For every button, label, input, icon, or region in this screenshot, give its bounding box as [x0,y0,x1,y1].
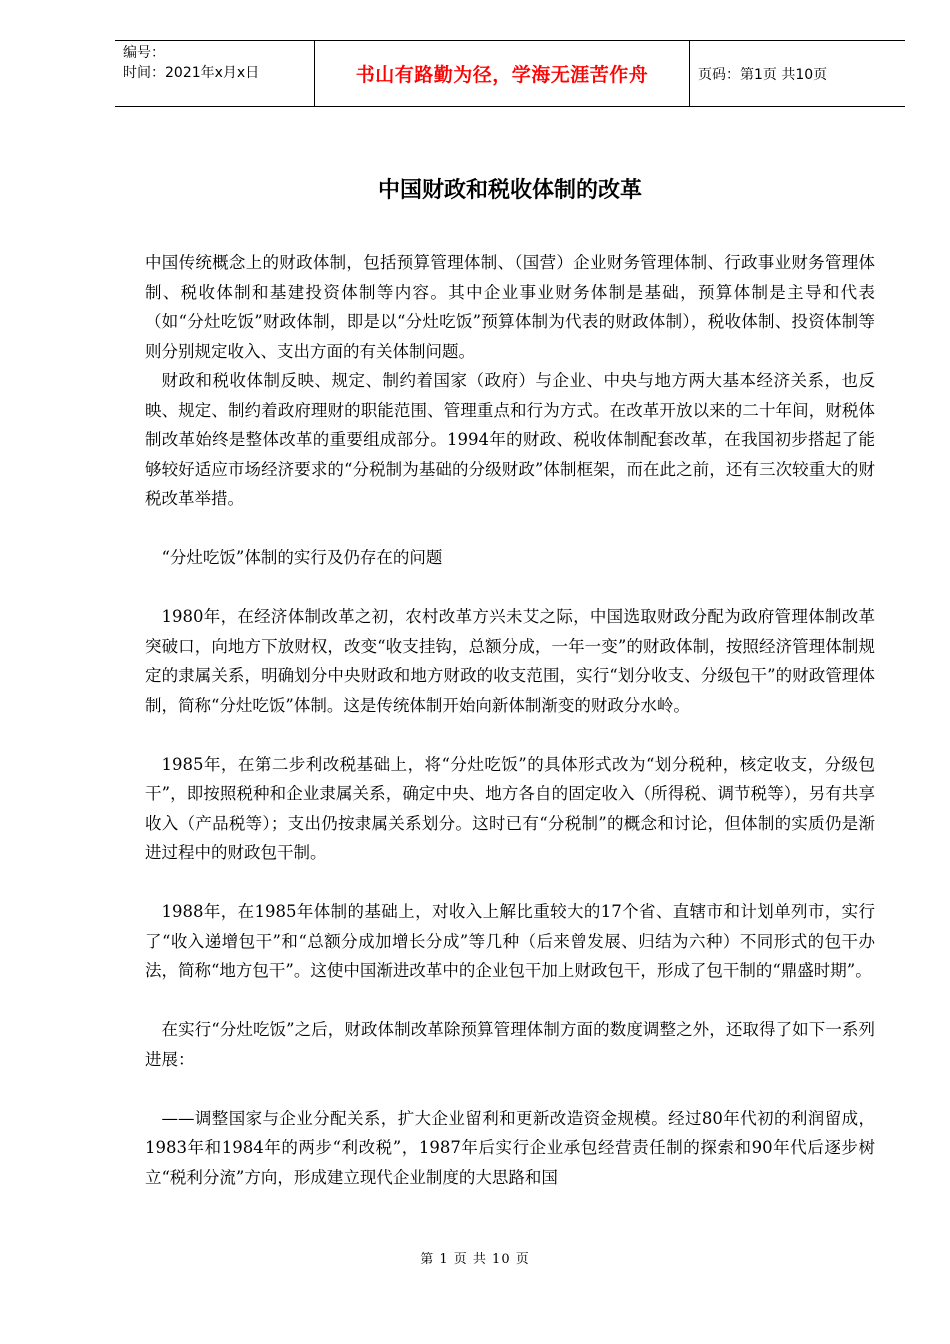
paragraph: 财政和税收体制反映、规定、制约着国家（政府）与企业、中央与地方两大基本经济关系，也反映、规定、制约着政府理财的职能范围、管理重点和行为方式。在改革开放以来的二十年间，财税体制改革始终是整体改革的重要组成部分。1994年的财政、税收体制配套改革，在我国初步搭起了能够较好适应市场经济要求的“分税制为基础的分级财政”体制框架，而在此之前，还有三次较重大的财税改革举措。 [145,371,875,508]
header-page-info: 页码：第1页 共10页 [698,66,828,83]
number-label: 编号： [123,45,165,61]
header-meta-cell [115,41,315,106]
paragraph: ——调整国家与企业分配关系，扩大企业留利和更新改造资金规模。经过80年代初的利润留成，1983年和1984年的两步“利改税”，1987年后实行企业承包经营责任制的探索和90年代后逐步树立“税利分流”方向，形成建立现代企业制度的大思路和国 [145,1108,875,1187]
paragraph: 在实行“分灶吃饭”之后，财政体制改革除预算管理体制方面的数度调整之外，还取得了如下一系列进展： [145,1020,875,1069]
document-title: 中国财政和税收体制的改革 [377,178,642,203]
paragraph: 中国传统概念上的财政体制，包括预算管理体制、（国营）企业财务管理体制、行政事业财务管理体制、税收体制和基建投资体制等内容。其中企业事业财务体制是基础，预算体制是主导和代表（如“分灶吃饭”财政体制，即是以“分灶吃饭”预算体制为代表的财政体制），税收体制、投资体制等则分别规定收入、支出方面的有关体制问题。 [145,253,875,361]
time-label: 时间：2021年x月x日 [123,65,260,81]
page-footer: 第 1 页 共 10 页 [420,1252,530,1267]
document-header [115,40,905,107]
document-body [145,248,875,1192]
header-motto: 书山有路勤为径，学海无涯苦作舟 [315,41,690,106]
paragraph: 1988年，在1985年体制的基础上，对收入上解比重较大的17个省、直辖市和计划单列市，实行了“收入递增包干”和“总额分成加增长分成”等几种（后来曾发展、归结为六种）不同形式的包干办法，简称“地方包干”。这使中国渐进改革中的企业包干加上财政包干，形成了包干制的“鼎盛时期”。 [145,902,875,980]
paragraph: 1980年，在经济体制改革之初，农村改革方兴未艾之际，中国选取财政分配为政府管理体制改革突破口，向地方下放财权，改变“收支挂钩，总额分成，一年一变”的财政体制，按照经济管理体制规定的隶属关系，明确划分中央财政和地方财政的收支范围，实行“划分收支、分级包干”的财政管理体制，简称“分灶吃饭”体制。这是传统体制开始向新体制渐变的财政分水岭。 [145,607,875,715]
paragraph: 1985年，在第二步利改税基础上，将“分灶吃饭”的具体形式改为“划分税种，核定收支，分级包干”，即按照税种和企业隶属关系，确定中央、地方各自的固定收入（所得税、调节税等），另有共享收入（产品税等）；支出仍按隶属关系划分。这时已有“分税制”的概念和讨论，但体制的实质仍是渐进过程中的财政包干制。 [145,754,875,862]
section-heading: “分灶吃饭”体制的实行及仍存在的问题 [161,548,443,567]
